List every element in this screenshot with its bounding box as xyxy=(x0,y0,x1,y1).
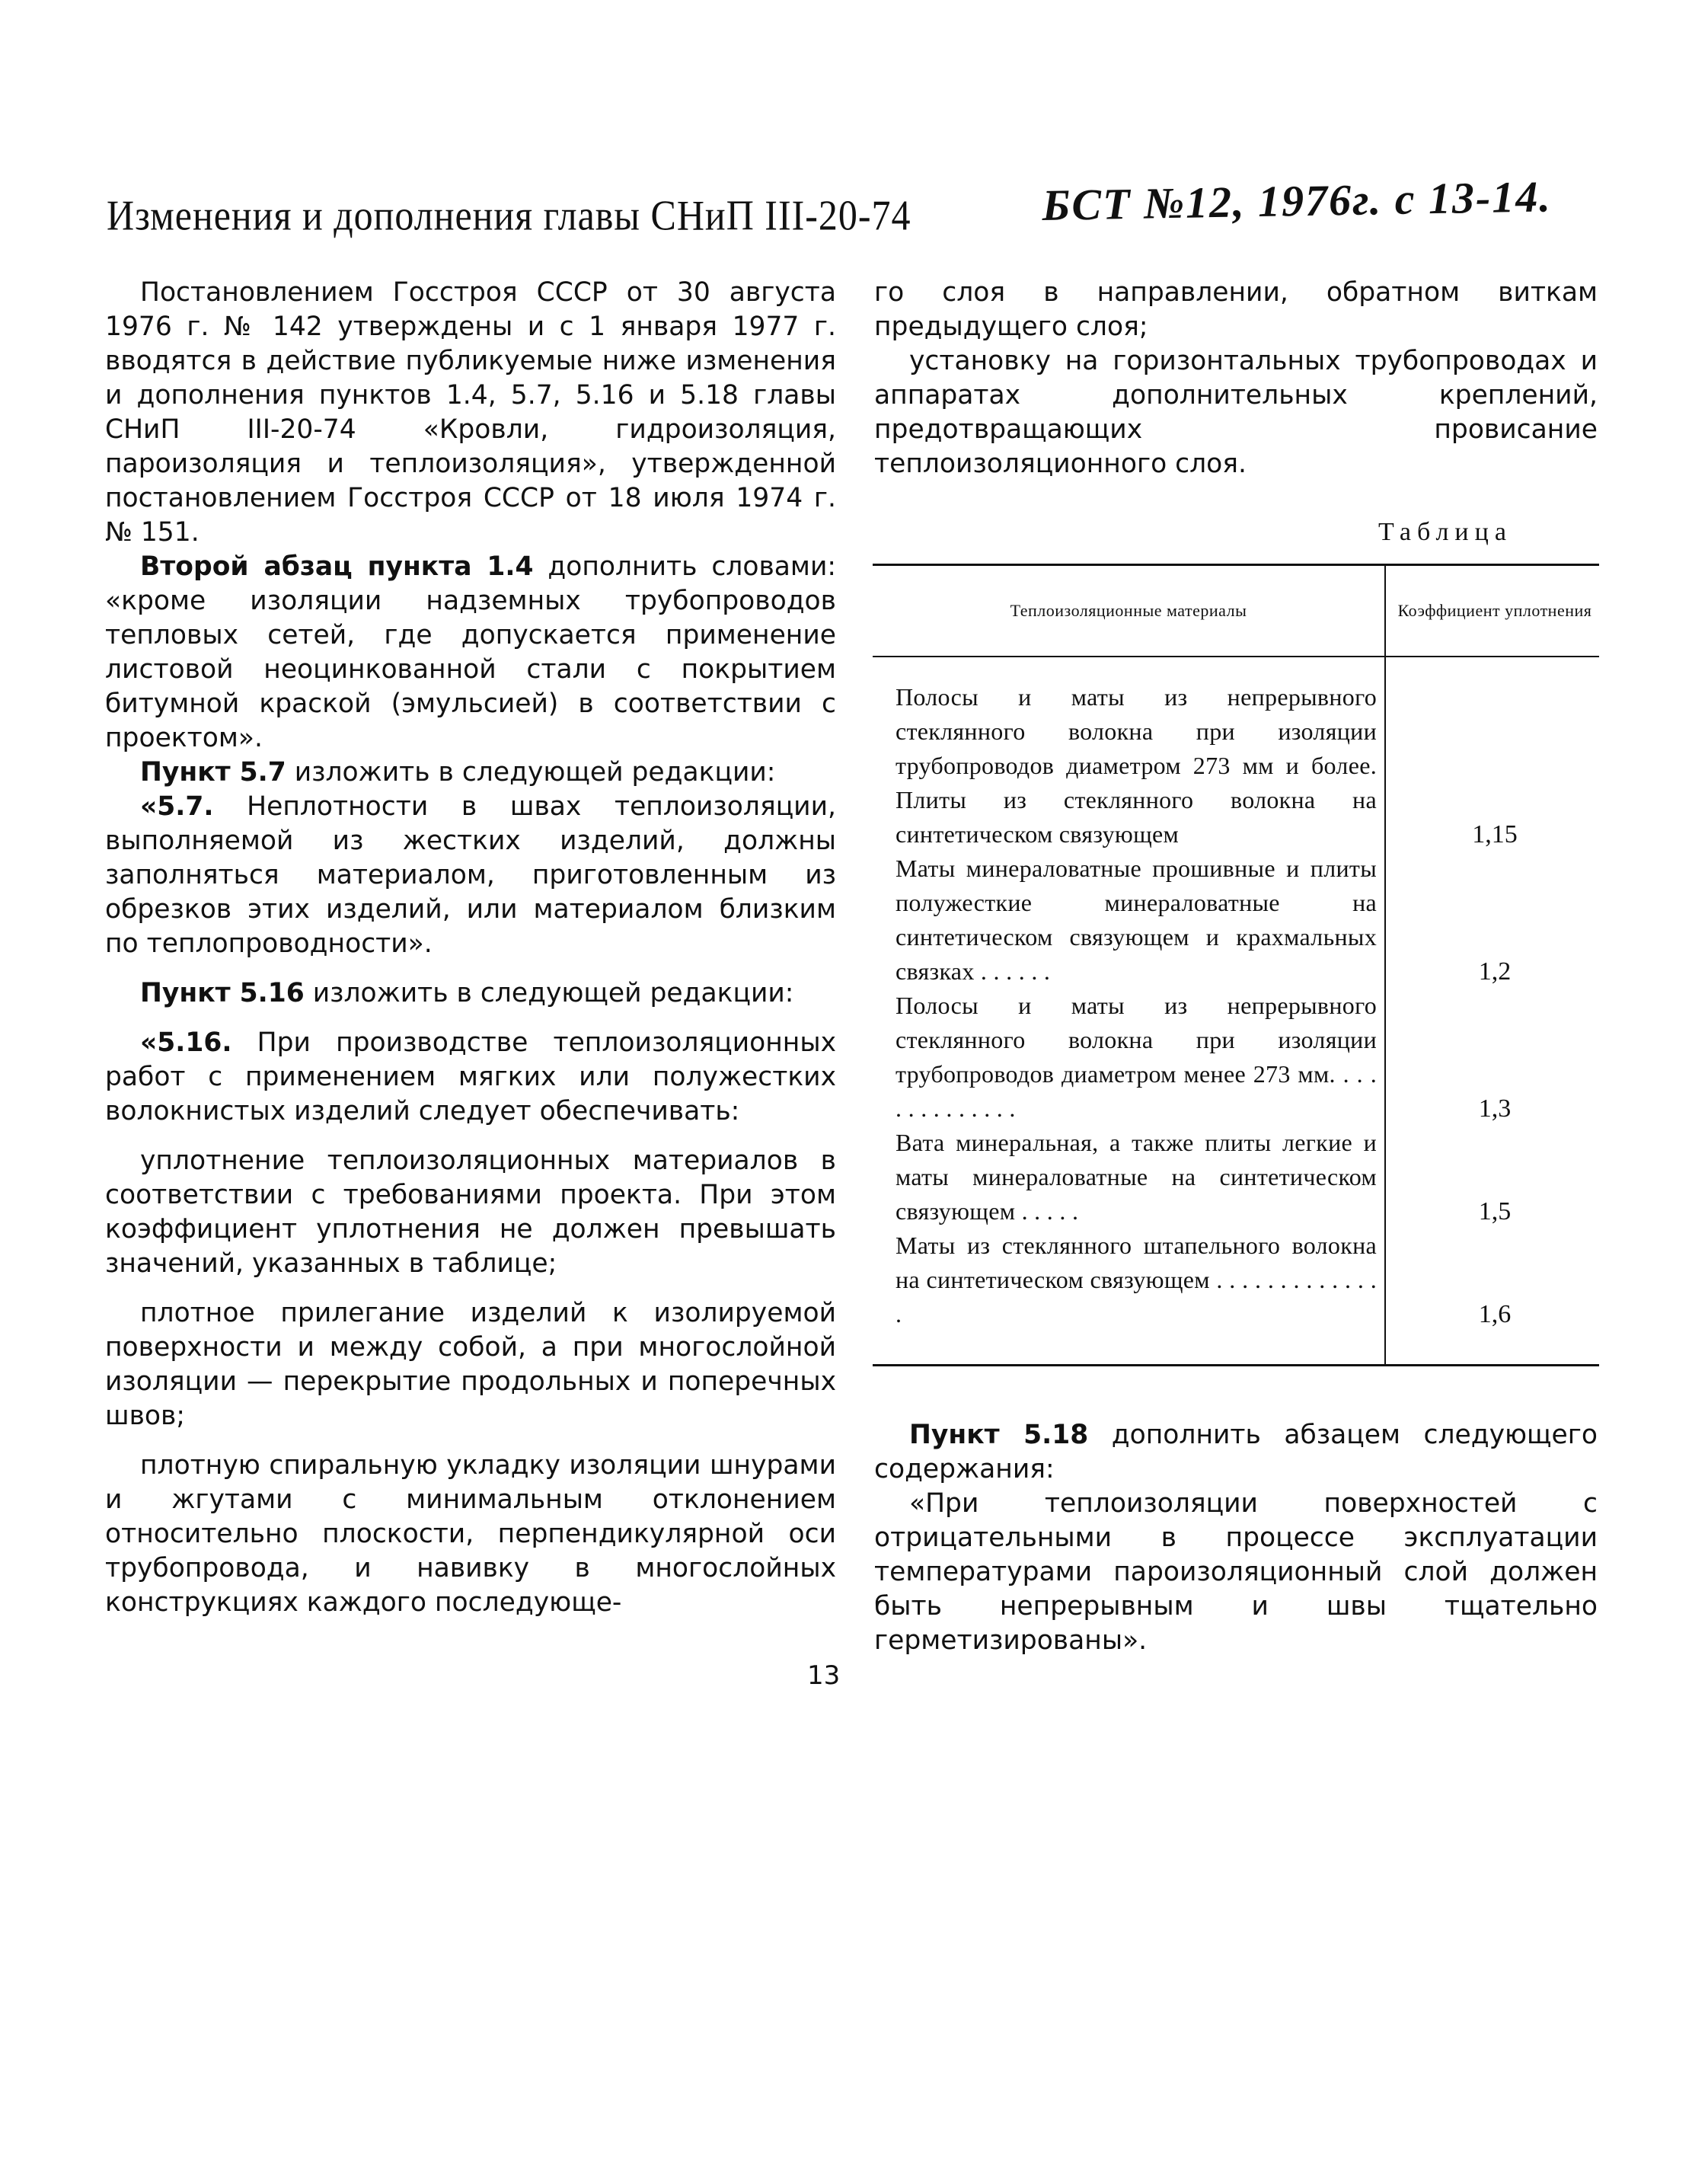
intro-paragraph: Постановлением Госстроя СССР от 30 августа 1976 г. № 142 утверждены и с 1 января 1977 г. вводятся в действие публикуемые ниже изменения и дополнения пунктов 1.4, 5.7, 5.16 и 5.18 главы СНиП III-20-74 «Кровли, гидроизоляция, пароизоляция и теплоизоляция», утвержденной постановлением Госстроя СССР от 18 июля 1974 г. № 151. xyxy=(105,277,836,548)
table-cell-coefficient: 1,6 xyxy=(1478,1300,1512,1328)
paragraph-continuation: го слоя в направлении, обратном виткам предыдущего слоя; xyxy=(874,277,1598,342)
table-header-coefficient: Коэффициент уплотнения xyxy=(1397,601,1592,620)
page-number: 13 xyxy=(807,1660,841,1691)
paragraph-lead: Второй абзац пункта 1.4 xyxy=(140,551,534,582)
table-cell-material: Маты минераловатные прошивные и плиты полужесткие минераловатные на синтетическом связующем и крахмальных связках . . . . . . xyxy=(896,855,1377,985)
table-row xyxy=(896,1229,1599,1331)
table-cell-coefficient: 1,5 xyxy=(1478,1197,1512,1225)
table-header-divider xyxy=(873,656,1599,657)
table-caption: Таблица xyxy=(1378,518,1512,546)
paragraph-fastenings: установку на горизонтальных трубопроводах и аппаратах дополнительных креплений, предотвращающих провисание теплоизоляционного слоя. xyxy=(874,346,1598,479)
table-cell-material: Вата минеральная, а также плиты легкие и маты минераловатные на синтетическом связующем . . . . . xyxy=(896,1129,1377,1225)
right-column-top xyxy=(874,276,1598,481)
paragraph-compaction: уплотнение теплоизоляционных материалов в соответствии с требованиями проекта. При этом коэффициент уплотнения не должен превышать значений, указанных в таблице; xyxy=(105,1146,836,1279)
paragraph-spiral: плотную спиральную укладку изоляции шнурами и жгутами с минимальным отклонением относительно плоскости, перпендикулярной оси трубопровода, и навивку в многослойных конструкциях каждого последующе- xyxy=(105,1450,836,1618)
handwritten-note: БСТ №12, 1976г. с 13-14. xyxy=(1042,171,1553,230)
paragraph-text: изложить в следующей редакции: xyxy=(304,978,794,1008)
paragraph-lead: «5.16. xyxy=(140,1027,232,1058)
paragraph-lead: Пункт 5.16 xyxy=(140,978,305,1008)
compaction-table xyxy=(873,564,1599,1366)
paragraph-5-18-intro xyxy=(874,1418,1598,1487)
table-cell-material: Полосы и маты из непрерывного стеклянного волокна при изоляции трубопроводов диаметром менее 273 мм. . . . . . . . . . . . . . xyxy=(896,992,1377,1122)
paragraph-lead: «5.7. xyxy=(140,791,214,822)
paragraph-lead: Пункт 5.18 xyxy=(909,1420,1089,1450)
paragraph-5-7-intro xyxy=(105,756,836,790)
table-cell-coefficient: 1,3 xyxy=(1478,1094,1512,1123)
paragraph-text: изложить в следующей редакции: xyxy=(286,757,776,788)
table-row xyxy=(896,989,1599,1126)
table-row xyxy=(896,680,1599,852)
paragraph-text: При производстве теплоизоляционных работ с применением мягких или полужестких волокнистых изделий следует обеспечивать: xyxy=(105,1027,836,1126)
paragraph-fit: плотное прилегание изделий к изолируемой поверхности и между собой, а при многослойной изоляции — перекрытие продольных и поперечных швов; xyxy=(105,1298,836,1431)
paragraph-text: дополнить словами: «кроме изоляции надземных трубопроводов тепловых сетей, где допускается применение листовой неоцинкованной стали с покрытием битумной краской (эмульсией) в соответствии с проектом». xyxy=(105,551,836,753)
table-row xyxy=(896,1126,1599,1229)
right-column-bottom xyxy=(874,1418,1598,1658)
table-cell-material: Маты из стеклянного штапельного волокна на синтетическом связующем . . . . . . . . . . . . . . xyxy=(896,1232,1377,1328)
page-title: Изменения и дополнения главы СНиП III-20-74 xyxy=(107,191,911,239)
paragraph-5-7-text xyxy=(105,790,836,961)
table-cell-material: Полосы и маты из непрерывного стеклянного волокна при изоляции трубопроводов диаметром 273 мм и более. Плиты из стеклянного волокна на синтетическом связующем xyxy=(896,683,1377,848)
paragraph-text: Неплотности в швах теплоизоляции, выполняемой из жестких изделий, должны заполняться материалом, приготовленным из обрезков этих изделий, или материалом близким по теплопроводности». xyxy=(105,791,836,959)
table-cell-coefficient: 1,2 xyxy=(1478,957,1512,986)
paragraph-1-4 xyxy=(105,550,836,756)
table-row xyxy=(896,852,1599,989)
table-header-materials: Теплоизоляционные материалы xyxy=(1010,601,1247,620)
paragraph-5-16-text xyxy=(105,1026,836,1129)
paragraph-5-16-intro xyxy=(105,976,836,1011)
left-column xyxy=(105,276,836,1620)
paragraph-lead: Пункт 5.7 xyxy=(140,757,286,788)
paragraph-5-18-text: «При теплоизоляции поверхностей с отрицательными в процессе эксплуатации температурами пароизоляционный слой должен быть непрерывным и швы тщательно герметизированы». xyxy=(874,1488,1598,1656)
paragraph-text: дополнить абзацем следующего содержания: xyxy=(874,1420,1598,1484)
table-cell-coefficient: 1,15 xyxy=(1472,820,1518,848)
